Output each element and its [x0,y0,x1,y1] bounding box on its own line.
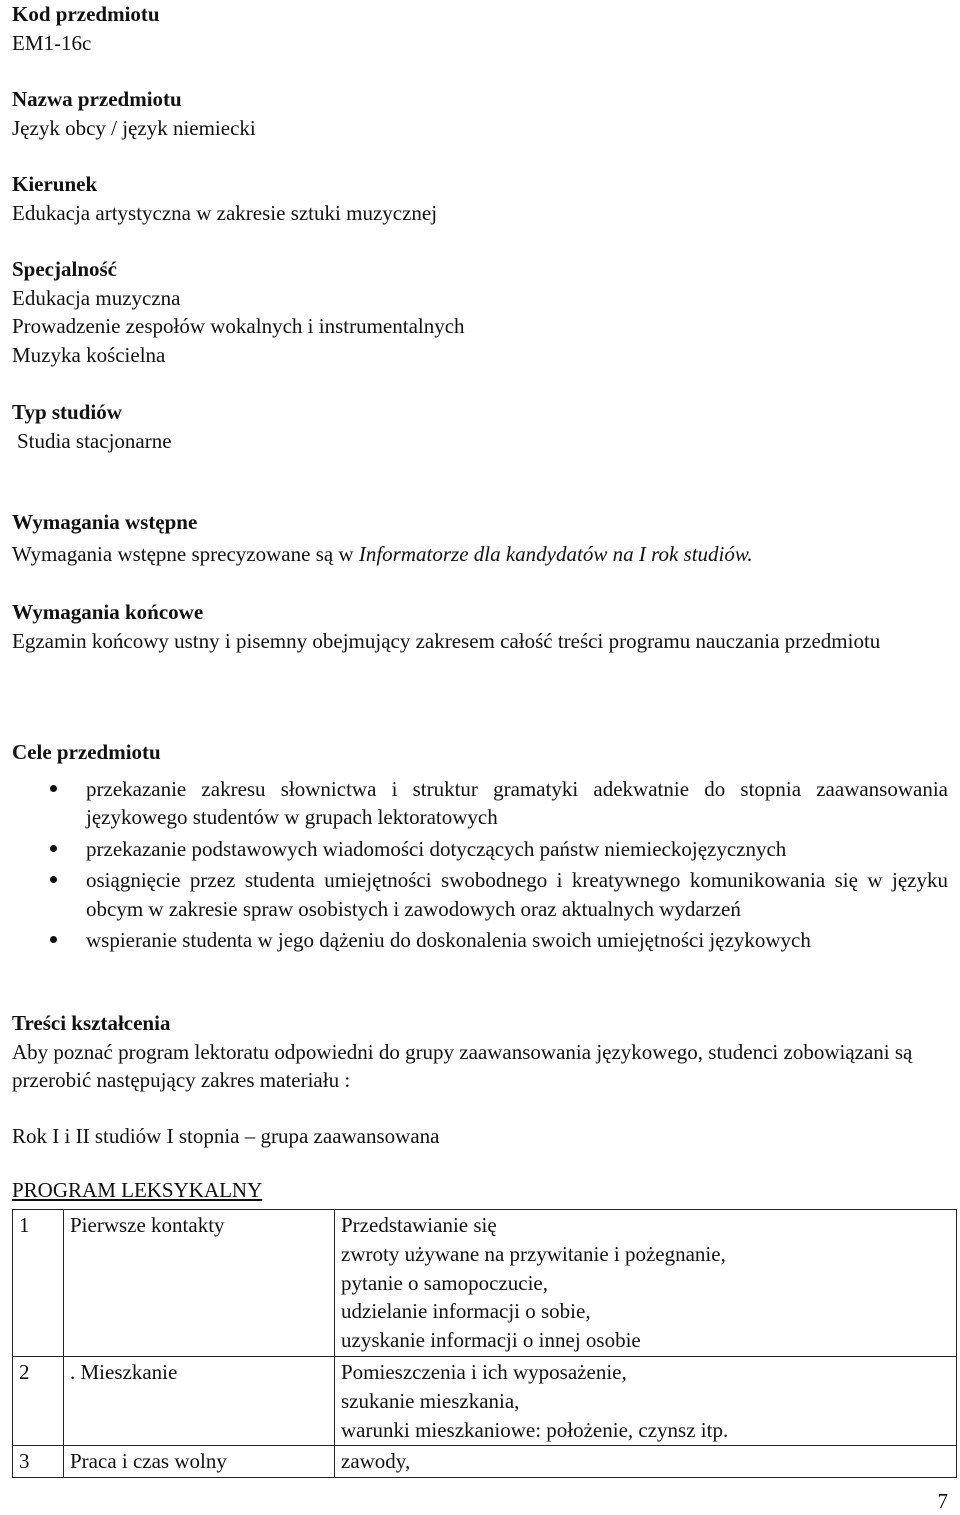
field-of-study-label: Kierunek [12,172,98,196]
goal-item [12,866,948,923]
goal-item [12,775,948,832]
table-cell-topic: Pierwsze kontakty [64,1210,335,1357]
table-row [13,1210,957,1357]
course-code-value: EM1-16c [12,30,92,55]
goal-item-text: osiągnięcie przez studenta umiejętności swobodnego i kreatywnego komunikowania się w języku obcym w zakresie spraw osobistych i zawodowych oraz aktualnych wydarzeń [86,868,948,921]
table-cell-number: 1 [13,1210,64,1357]
specialization-value: Prowadzenie zespołów wokalnych i instrumentalnych [12,314,465,338]
entry-requirements-text-italic: Informatorze dla kandydatów na I rok studiów. [358,541,753,566]
course-name-value: Język obcy / język niemiecki [12,115,256,140]
entry-requirements-label: Wymagania wstępne [12,510,198,534]
course-goals-section [12,738,952,955]
table-cell-number: 2 [13,1356,64,1445]
content-text: Aby poznać program lektoratu odpowiedni do grupy zaawansowania językowego, studenci zobowiązani są przerobić następujący zakres materiału : [12,1039,913,1092]
entry-requirements-section [12,508,952,568]
content-line: Pomieszczenia i ich wyposażenie, [341,1359,627,1384]
table-cell-topic: . Mieszkanie [64,1356,335,1445]
study-type-label: Typ studiów [12,400,122,424]
specialization-value: Muzyka kościelna [12,342,166,367]
course-name-label: Nazwa przedmiotu [12,87,182,111]
content-line: szukanie mieszkania, [341,1388,520,1413]
year-group-line: Rok I i II studiów I stopnia – grupa zaawansowana [12,1124,440,1148]
final-requirements-label: Wymagania końcowe [12,600,204,624]
table-row [13,1356,957,1445]
content-line: pytanie o samopoczucie, [341,1270,549,1295]
content-line: Przedstawianie się [341,1213,497,1237]
entry-requirements-text-plain: Wymagania wstępne sprecyzowane są w [12,541,359,566]
table-cell-content [335,1356,957,1445]
content-line: zwroty używane na przywitanie i pożegnanie, [341,1241,726,1266]
course-name-section [12,85,952,142]
specialization-value: Edukacja muzyczna [12,285,181,310]
specialization-section [12,255,952,369]
course-code-label: Kod przedmiotu [12,2,160,26]
course-goals-list [12,775,948,955]
content-line: udzielanie informacji o sobie, [341,1299,591,1324]
entry-requirements-text [12,540,952,569]
table-cell-content [335,1446,957,1478]
table-cell-topic: Praca i czas wolny [64,1446,335,1478]
course-code-section [12,0,952,57]
program-table [12,1209,957,1478]
goal-item [12,926,948,955]
goal-item-text: przekazanie podstawowych wiadomości dotyczących państw niemieckojęzycznych [86,836,787,861]
field-of-study-section [12,170,952,227]
final-requirements-text: Egzamin końcowy ustny i pisemny obejmujący zakresem całość treści programu nauczania przedmiotu [12,628,881,653]
course-goals-label: Cele przedmiotu [12,740,161,764]
content-label: Treści kształcenia [12,1011,171,1035]
table-cell-content [335,1210,957,1357]
goal-item-text: przekazanie zakresu słownictwa i struktur gramatyki adekwatnie do stopnia zaawansowania językowego studentów w grupach lektoratowych [86,776,948,829]
study-type-value: Studia stacjonarne [17,428,172,453]
content-line: warunki mieszkaniowe: położenie, czynsz itp. [341,1417,729,1442]
goal-item-text: wspieranie studenta w jego dążeniu do doskonalenia swoich umiejętności językowych [86,928,811,952]
page-number: 7 [937,1488,948,1513]
goal-item [12,835,948,864]
table-cell-number: 3 [13,1446,64,1478]
specialization-label: Specjalność [12,257,117,281]
content-line: zawody, [341,1449,411,1474]
content-section [12,1009,952,1095]
program-title: PROGRAM LEKSYKALNY [12,1178,263,1202]
study-type-section [12,398,952,455]
final-requirements-section [12,598,952,655]
content-line: uzyskanie informacji o innej osobie [341,1328,641,1353]
field-of-study-value: Edukacja artystyczna w zakresie sztuki muzycznej [12,200,438,225]
table-row [13,1446,957,1478]
